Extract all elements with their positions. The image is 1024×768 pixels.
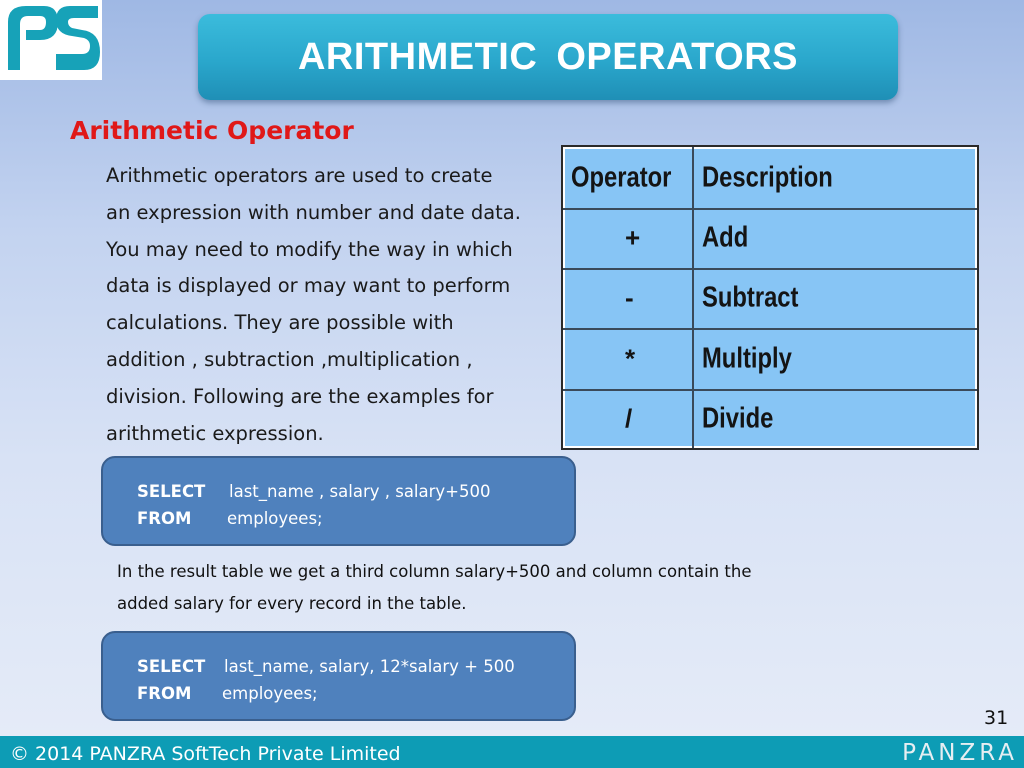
table-header-cell xyxy=(563,147,694,208)
note-line: In the result table we get a third column salary+500 and column contain the xyxy=(117,562,752,581)
paragraph-line: You may need to modify the way in which xyxy=(106,237,513,261)
table-cell xyxy=(694,268,977,328)
code-line xyxy=(137,684,318,703)
table-cell xyxy=(563,328,694,389)
paragraph-line: Arithmetic operators are used to create xyxy=(106,164,493,187)
operator-description: Subtract xyxy=(702,281,799,314)
title-bar xyxy=(198,14,898,100)
footer-bar xyxy=(0,736,1024,768)
table-header-row xyxy=(563,147,977,210)
code-line xyxy=(137,482,491,501)
paragraph-line: calculations. They are possible with xyxy=(106,311,454,335)
section-heading: Arithmetic Operator xyxy=(70,116,354,145)
table-cell xyxy=(694,208,977,268)
page-number: 31 xyxy=(984,707,1009,729)
panzra-logo-icon xyxy=(0,0,102,80)
description-paragraph xyxy=(106,158,556,452)
code-example-1 xyxy=(101,456,576,546)
operator-table xyxy=(561,145,979,450)
paragraph-line: an expression with number and date data. xyxy=(106,200,521,224)
sql-text: last_name , salary , salary+500 xyxy=(229,482,491,501)
footer-brand: PANZRA xyxy=(902,740,1018,766)
sql-keyword: FROM xyxy=(137,509,192,528)
paragraph-line: arithmetic expression. xyxy=(106,421,324,445)
paragraph-line: addition , subtraction ,multiplication , xyxy=(106,347,473,371)
operator-description: Divide xyxy=(702,402,774,434)
table-cell xyxy=(694,328,977,389)
slide-title: ARITHMETIC OPERATORS xyxy=(297,35,799,78)
paragraph-line: division. Following are the examples for xyxy=(106,384,494,408)
sql-text: employees; xyxy=(222,684,318,703)
table-row xyxy=(563,328,977,391)
table-row xyxy=(563,208,977,270)
code-line xyxy=(137,509,323,528)
table-row xyxy=(563,268,977,330)
sql-keyword: SELECT xyxy=(137,482,206,501)
note-line: added salary for every record in the table. xyxy=(117,594,467,613)
table-row xyxy=(563,389,977,448)
footer-copyright: © 2014 PANZRA SoftTech Private Limited xyxy=(10,743,401,765)
sql-keyword: FROM xyxy=(137,684,192,703)
table-cell xyxy=(563,389,694,448)
header-description: Description xyxy=(702,161,833,193)
operator-symbol: * xyxy=(625,343,636,373)
sql-text: employees; xyxy=(227,509,323,528)
sql-keyword: SELECT xyxy=(137,657,206,676)
table-header-cell xyxy=(694,147,977,208)
code-example-2 xyxy=(101,631,576,721)
operator-description: Multiply xyxy=(702,342,792,374)
operator-symbol: / xyxy=(625,403,633,433)
code-line xyxy=(137,657,515,676)
operator-symbol: + xyxy=(625,222,641,253)
operator-symbol: - xyxy=(625,282,634,313)
panzra-logo xyxy=(0,0,102,80)
sql-text: last_name, salary, 12*salary + 500 xyxy=(224,657,515,676)
table-cell xyxy=(563,208,694,268)
result-note xyxy=(117,556,837,620)
table-cell xyxy=(563,268,694,328)
table-cell xyxy=(694,389,977,448)
header-operator: Operator xyxy=(571,161,672,193)
paragraph-line: data is displayed or may want to perform xyxy=(106,274,511,298)
operator-description: Add xyxy=(702,221,749,254)
